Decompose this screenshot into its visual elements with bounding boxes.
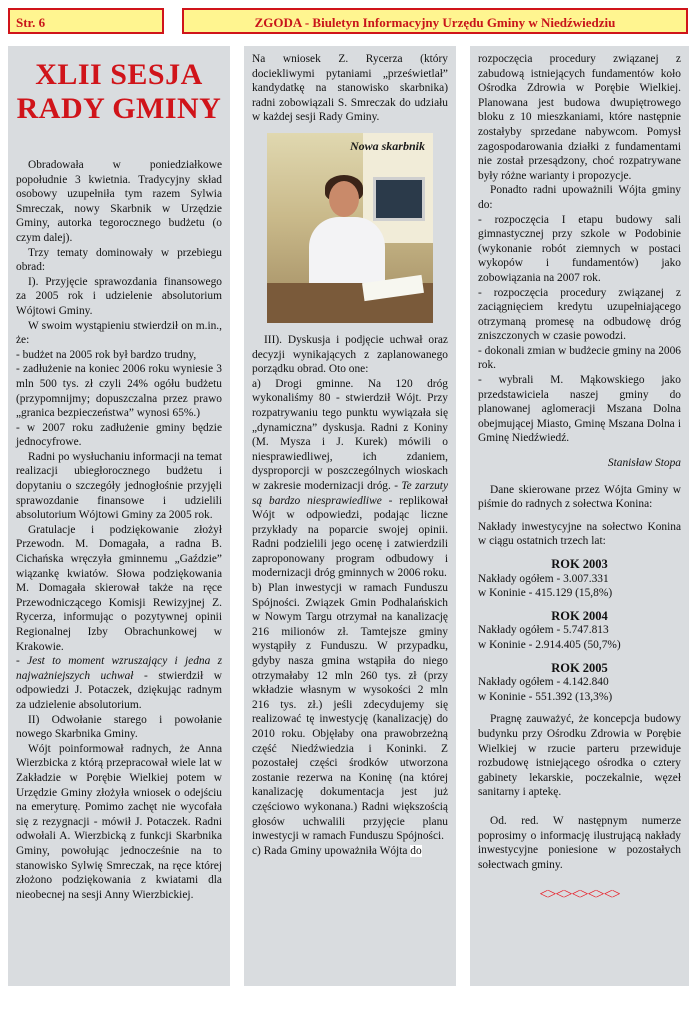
year-total: Nakłady ogółem - 3.007.331 <box>478 572 609 585</box>
paragraph: b) Plan inwestycji w ramach Funduszu Spójności. Związek Gmin Podhalańskich w Nowym Targu otrzymał na kanalizację 216 milionów zł. Tamtejsze gminy wystąpiły z Funduszu. W przypadku, gdyby nasza gmina wstąpiła do niego otrzymałaby 12 mln 260 tys. zł (przy wkładzie własnym w wysokości 2 mln 216 tys. zł.) jeśli zdecydujemy się realizować tę inwestycję (kanalizację) do 2010 roku. Objęłaby ona prawobrzeżną część Niedźwiedzia i Koninki. Z pozostałej części środków utworzona zostanie rezerwa na Koninę (na której kanalizację dokumentacja jest już częściowo wykonana.) Radni większością głosów uchwalili przyjęcie planu inwestycji w ramach Funduszu Spójności. <box>252 582 448 843</box>
column-1 <box>8 46 230 986</box>
paragraph: - budżet na 2005 rok był bardzo trudny, <box>16 348 197 361</box>
paragraph: rozpoczęcia procedury związanej z zabudową istniejących fundamentów koło Ośrodka Zdrowia w Porębie Wielkiej. Planowana jest budowa dwupiętrowego bloku z 10 mieszkaniami, które następnie zostałyby sprzedane nabywcom. Pomysł zagospodarowania działki z fundamentami nie został przesądzony, choć rozpatrywane były różne warianty i propozycje. <box>478 53 681 182</box>
article-title <box>16 58 222 126</box>
paragraph: - rozpoczęcia I etapu budowy sali gimnastycznej przy szkole w Podobinie (wykonanie robót ziemnych w postaci wykopów i fundamentów) jako zobowiązania na 2007 rok. <box>478 213 681 284</box>
paragraph: Ponadto radni upoważnili Wójta gminy do: <box>478 184 681 211</box>
paragraph: Pragnę zauważyć, że koncepcja budowy budynku przy Ośrodku Zdrowia w Porębie Wielkiej w rzucie parteru przewiduje rozbudowę istniejącego ośrodka o cztery gabinety lekarskie, poczekalnie, węzeł sanitarny i aptekę. <box>478 713 681 799</box>
paragraph: II) Odwołanie starego i powołanie nowego Skarbnika Gminy. <box>16 713 222 741</box>
paragraph: Gratulacje i podziękowanie złożył Przewodn. M. Domagała, a radna B. Cichańska wręczyła gminnemu „Gaździe” wiązankę kwiatów. Słowa podziękowania M. Domagała skierował także na ręce Przewodniczącego Komisji Rewizyjnej Z. Rycerza, informując o pozytywnej opinii Regionalnej Izby Obrachunkowej w Krakowie. <box>16 523 222 653</box>
paragraph: Nakłady inwestycyjne na sołectwo Konina w ciągu ostatnich trzech lat: <box>478 520 681 548</box>
column-2 <box>244 46 456 986</box>
paragraph: - dokonali zmian w budżecie gminy na 2006 rok. <box>478 344 681 372</box>
decorative-ornament: <><><><><> <box>539 886 620 904</box>
paragraph: III). Dyskusja i podjęcie uchwał oraz decyzji wynikających z zaplanowanego porządku obrad. Oto one: <box>252 333 448 376</box>
paragraph: - w 2007 roku zadłużenie gminy będzie jednocyfrowe. <box>16 421 222 449</box>
bulletin-title: ZGODA - Biuletyn Informacyjny Urzędu Gminy w Niedźwiedziu <box>182 8 688 34</box>
paragraph: Na wniosek Z. Rycerza (który dociekliwymi pytaniami „prześwietlał” kandydatkę na stanowisko skarbnika) radni zobowiązali S. Smreczak do udziału w każdej sesji Rady Gminy. <box>252 53 448 124</box>
paragraph: I). Przyjęcie sprawozdania finansowego za 2005 rok i udzielenie absolutorium Wójtowi Gminy. <box>16 275 222 317</box>
paragraph: - zadłużenie na koniec 2006 roku wyniesie 3 mln 500 tys. zł czyli 24% ogółu budżetu (przypomnijmy; dopuszczalna przez prawo „granica bezpieczeństwa” wynosi 65%.) <box>16 363 222 420</box>
quote: Te zarzuty są bardzo niesprawiedliwe <box>252 479 448 507</box>
year-heading: ROK 2005 <box>551 660 608 675</box>
paragraph <box>252 377 448 581</box>
paragraph: Trzy tematy dominowały w przebiegu obrad: <box>16 246 222 274</box>
paragraph: Dane skierowane przez Wójta Gminy w piśmie do radnych z sołectwa Konina: <box>478 483 681 511</box>
photo-new-treasurer <box>267 133 433 323</box>
text: do <box>410 844 422 857</box>
text: - replikował Wójt w odpowiedzi, podając liczne przykłady na poparcie swojej opinii. Radni podzielili jego ocenę i zatwierdzili zaproponowany program odbudowy i modernizacji dróg gminnych w 2006 roku. <box>252 494 449 580</box>
year-konina: w Koninie - 2.914.405 (50,7%) <box>478 638 621 651</box>
year-total: Nakłady ogółem - 5.747.813 <box>478 624 609 637</box>
paragraph: Obradowała w poniedziałkowe popołudnie 3 kwietnia. Tradycyjny skład osobowy uzupełniła tym razem Sylwia Smreczak, nowy Skarbnik w Urzędzie Gminy, autorka tegorocznego budżetu (o czym dalej). <box>16 159 222 244</box>
paragraph: - wybrali M. Mąkowskiego jako przedstawiciela naszej gminy do planowanej aglomeracji Mszana Dolna obejmującej Miasto, Gminę Mszana Dolna i Gminę Niedźwiedź. <box>478 374 681 445</box>
text: c) Rada Gminy upoważniła Wójta <box>252 844 411 857</box>
paragraph: Radni po wysłuchaniu informacji na temat realizacji ubiegłorocznego budżetu i dopytaniu o szczegóły jednogłośnie przyjęli sprawozdanie finansowe i udzielili absolutorium Wójtowi Gminy za 2005 rok. <box>16 450 222 522</box>
quote: - Jest to moment wzruszający i jedna z najważniejszych uchwał <box>16 655 222 682</box>
text: - stwierdził w odpowiedzi J. Potaczek, dziękując radnym za udzielenie absolutorium. <box>16 669 222 711</box>
paragraph: W swoim wystąpieniu stwierdził on m.in., że: <box>16 319 222 347</box>
title-line-2: RADY GMINY <box>16 92 222 125</box>
year-konina: w Koninie - 551.392 (13,3%) <box>478 690 613 703</box>
column-3 <box>470 46 689 986</box>
paragraph <box>252 844 448 859</box>
title-line-1: XLII SESJA <box>35 58 203 91</box>
paragraph: Wójt poinformował radnych, że Anna Wierzbicka z którą przepracował wiele lat w Zakładzie w Porębie Wielkiej potem w Urzędzie Gminy złożyła wniosek o odejściu na emeryturę. Pomimo zachęt nie wycofała się z rezygnacji - mówił J. Potaczek. Radni odwołali A. Wierzbicką z funkcji Skarbnika Gminy, powołując jednocześnie na to stanowisko Sylwię Smreczak, na ręce której złożono podziękowania z kwiatami dla nieobecnej na sesji Anny Wierzbickiej. <box>16 742 222 901</box>
author: Stanisław Stopa <box>607 457 681 470</box>
year-total: Nakłady ogółem - 4.142.840 <box>478 676 609 689</box>
paragraph <box>16 654 222 712</box>
page-number: Str. 6 <box>8 8 164 34</box>
year-heading: ROK 2004 <box>551 608 608 623</box>
monitor-icon <box>373 177 425 221</box>
year-heading: ROK 2003 <box>551 557 608 571</box>
photo-caption: Nowa skarbnik <box>349 138 425 153</box>
paragraph: Od. red. W następnym numerze poprosimy o informację ilustrującą nakłady inwestycyjne poniesione w pozostałych sołectwach gminy. <box>478 814 681 871</box>
year-konina: w Koninie - 415.129 (15,8%) <box>478 587 613 600</box>
paragraph: - rozpoczęcia procedury związanej z zaciągnięciem kredytu uzupełniającego otrzymaną promesę na odbudowę dróg zniszczonych w czasie powodzi. <box>478 286 681 343</box>
text: a) Drogi gminne. Na 120 dróg wykonaliśmy 80 - stwierdził Wójt. Przy rozpatrywaniu tego punktu wywiązała się „dynamiczna” dyskusja. Radni z Koniny (M. Mysza i J. Kurek) mówili o niesprawiedliwej, ich zdaniem, dysproporcji w poszczególnych wioskach w zakresie modernizacji dróg. - <box>252 377 448 492</box>
